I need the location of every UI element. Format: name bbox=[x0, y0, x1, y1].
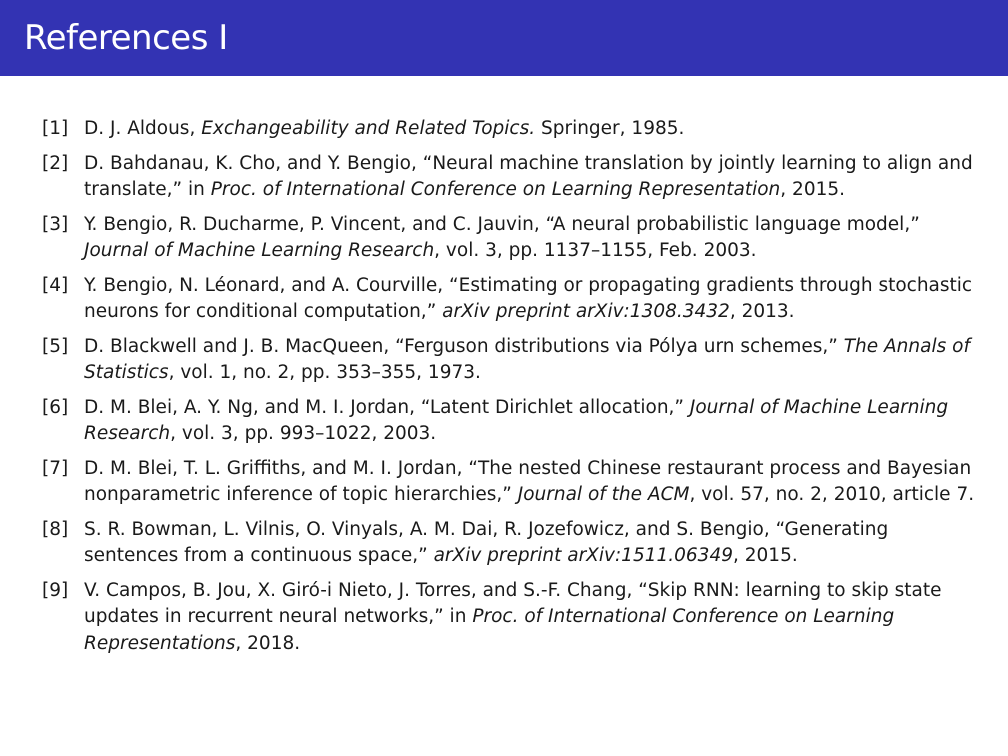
reference-text-segment: D. M. Blei, T. L. Griffiths, and M. I. Jordan, “The nested Chinese restaurant process and Bayesian nonparametric inference of topic hierarchies,” bbox=[84, 457, 972, 505]
slide-title-bar bbox=[0, 0, 1008, 76]
reference-number: [7] bbox=[42, 457, 69, 479]
reference-number: [4] bbox=[42, 274, 69, 296]
reference-entry bbox=[42, 578, 982, 658]
reference-text bbox=[84, 397, 948, 445]
reference-text-segment: , vol. 57, no. 2, 2010, article 7. bbox=[689, 484, 975, 505]
reference-text bbox=[84, 580, 941, 654]
reference-number: [9] bbox=[42, 579, 69, 601]
reference-text bbox=[84, 519, 888, 567]
slide-title: References I bbox=[24, 18, 228, 58]
reference-text bbox=[84, 153, 973, 201]
reference-text bbox=[84, 214, 920, 262]
reference-number: [8] bbox=[42, 518, 69, 540]
reference-list bbox=[42, 116, 982, 665]
reference-text-segment: V. Campos, B. Jou, X. Giró-i Nieto, J. Torres, and S.-F. Chang, “Skip RNN: learning to skip state updates in recurrent neural networks,” in bbox=[84, 579, 942, 627]
reference-entry bbox=[42, 517, 982, 570]
reference-source-title: The Annals of Statistics bbox=[84, 335, 970, 383]
reference-source-title: Proc. of International Conference on Learning Representation bbox=[210, 179, 781, 200]
reference-text-segment: D. M. Blei, A. Y. Ng, and M. I. Jordan, “Latent Dirichlet allocation,” bbox=[84, 396, 690, 418]
reference-text bbox=[84, 458, 974, 506]
reference-entry bbox=[42, 456, 982, 509]
reference-number: [5] bbox=[42, 335, 69, 357]
reference-text-segment: S. R. Bowman, L. Vilnis, O. Vinyals, A. M. Dai, R. Jozefowicz, and S. Bengio, “Generating sentences from a continuous space,” bbox=[84, 518, 889, 566]
reference-text-segment: Y. Bengio, N. Léonard, and A. Courville, “Estimating or propagating gradients through stochastic neurons for conditional computation,” bbox=[84, 274, 973, 322]
reference-text-segment: , vol. 1, no. 2, pp. 353–355, 1973. bbox=[168, 362, 481, 383]
reference-number: [3] bbox=[42, 213, 69, 235]
reference-number: [1] bbox=[42, 118, 69, 139]
reference-number: [2] bbox=[42, 152, 69, 174]
reference-source-title: arXiv preprint arXiv:1308.3432 bbox=[442, 301, 730, 322]
reference-entry bbox=[42, 395, 982, 448]
reference-source-title: Journal of Machine Learning Research bbox=[84, 240, 435, 261]
reference-text-segment: , 2013. bbox=[729, 301, 795, 322]
reference-source-title: arXiv preprint arXiv:1511.06349 bbox=[433, 545, 733, 566]
reference-text bbox=[84, 275, 972, 323]
reference-text-segment: , 2018. bbox=[235, 632, 301, 654]
reference-entry bbox=[42, 212, 982, 265]
reference-entry bbox=[42, 334, 982, 387]
reference-entry bbox=[42, 116, 982, 143]
reference-text bbox=[84, 118, 684, 139]
reference-text-segment: D. Blackwell and J. B. MacQueen, “Ferguson distributions via Pólya urn schemes,” bbox=[84, 335, 844, 357]
reference-text-segment: , vol. 3, pp. 1137–1155, Feb. 2003. bbox=[434, 240, 757, 261]
reference-source-title: Exchangeability and Related Topics. bbox=[201, 118, 536, 139]
reference-entry bbox=[42, 273, 982, 326]
reference-text-segment: D. J. Aldous, bbox=[84, 118, 202, 139]
reference-source-title: Journal of Machine Learning Research bbox=[84, 396, 949, 444]
reference-text-segment: , vol. 3, pp. 993–1022, 2003. bbox=[170, 423, 437, 444]
reference-text-segment: , 2015. bbox=[733, 545, 798, 566]
reference-source-title: Journal of the ACM bbox=[517, 484, 690, 505]
reference-text-segment: , 2015. bbox=[780, 179, 846, 200]
reference-text-segment: Y. Bengio, R. Ducharme, P. Vincent, and C. Jauvin, “A neural probabilistic language model,” bbox=[84, 213, 920, 235]
reference-text bbox=[84, 336, 970, 384]
reference-text-segment: D. Bahdanau, K. Cho, and Y. Bengio, “Neural machine translation by jointly learning to align and translate,” in bbox=[84, 152, 973, 200]
reference-text-segment: Springer, 1985. bbox=[535, 118, 685, 139]
reference-entry bbox=[42, 151, 982, 204]
reference-source-title: Proc. of International Conference on Learning Representations bbox=[84, 606, 895, 654]
reference-number: [6] bbox=[42, 396, 69, 418]
